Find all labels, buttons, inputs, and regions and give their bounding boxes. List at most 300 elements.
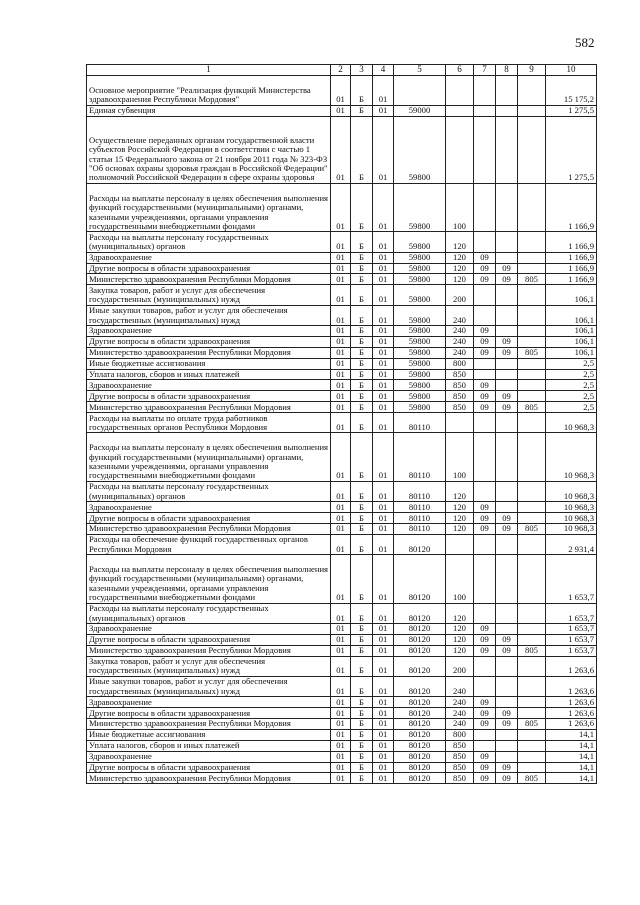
amount-cell: 1 166,9 bbox=[546, 183, 597, 232]
amount-cell: 1 653,7 bbox=[546, 555, 597, 604]
subsection-cell: 09 bbox=[496, 718, 518, 729]
code-cell: Б bbox=[351, 623, 373, 634]
target-article-cell: 80120 bbox=[394, 762, 446, 773]
target-article-cell: 80110 bbox=[394, 481, 446, 501]
ministry-code-cell: 805 bbox=[518, 645, 546, 656]
code-cell: 01 bbox=[373, 263, 394, 274]
ministry-code-cell bbox=[518, 603, 546, 623]
section-cell bbox=[474, 656, 496, 676]
expense-type-cell: 240 bbox=[446, 697, 474, 708]
expense-type-cell: 800 bbox=[446, 358, 474, 369]
amount-cell: 106,1 bbox=[546, 347, 597, 358]
code-cell: 01 bbox=[331, 718, 351, 729]
code-cell: Б bbox=[351, 413, 373, 433]
expense-type-cell: 100 bbox=[446, 433, 474, 482]
expense-type-cell: 850 bbox=[446, 751, 474, 762]
section-cell: 09 bbox=[474, 634, 496, 645]
code-cell: 01 bbox=[331, 105, 351, 116]
code-cell: 01 bbox=[331, 232, 351, 252]
code-cell: 01 bbox=[331, 183, 351, 232]
expense-type-cell: 240 bbox=[446, 325, 474, 336]
row-name-cell: Расходы на выплаты персоналу государственных (муниципальных) органов bbox=[87, 603, 331, 623]
row-name-cell: Расходы на выплаты персоналу государственных (муниципальных) органов bbox=[87, 232, 331, 252]
subsection-cell: 09 bbox=[496, 263, 518, 274]
code-cell: Б bbox=[351, 402, 373, 413]
code-cell: 01 bbox=[373, 347, 394, 358]
header-cell: 7 bbox=[474, 65, 496, 76]
code-cell: 01 bbox=[373, 762, 394, 773]
code-cell: Б bbox=[351, 391, 373, 402]
code-cell: 01 bbox=[373, 656, 394, 676]
code-cell: 01 bbox=[331, 740, 351, 751]
target-article-cell: 59800 bbox=[394, 285, 446, 305]
table-row bbox=[87, 729, 597, 740]
code-cell: Б bbox=[351, 718, 373, 729]
table-row bbox=[87, 773, 597, 784]
amount-cell: 1 263,6 bbox=[546, 676, 597, 696]
code-cell: 01 bbox=[373, 358, 394, 369]
target-article-cell: 59800 bbox=[394, 358, 446, 369]
section-cell: 09 bbox=[474, 347, 496, 358]
code-cell: Б bbox=[351, 534, 373, 554]
code-cell: Б bbox=[351, 369, 373, 380]
subsection-cell: 09 bbox=[496, 402, 518, 413]
subsection-cell: 09 bbox=[496, 513, 518, 524]
section-cell: 09 bbox=[474, 697, 496, 708]
subsection-cell: 09 bbox=[496, 336, 518, 347]
code-cell: 01 bbox=[373, 105, 394, 116]
amount-cell: 14,1 bbox=[546, 762, 597, 773]
amount-cell: 106,1 bbox=[546, 325, 597, 336]
table-row bbox=[87, 325, 597, 336]
code-cell: Б bbox=[351, 274, 373, 285]
expense-type-cell: 120 bbox=[446, 252, 474, 263]
amount-cell: 1 653,7 bbox=[546, 603, 597, 623]
target-article-cell: 80120 bbox=[394, 623, 446, 634]
expense-type-cell: 240 bbox=[446, 305, 474, 325]
target-article-cell: 80110 bbox=[394, 502, 446, 513]
subsection-cell: 09 bbox=[496, 762, 518, 773]
section-cell bbox=[474, 603, 496, 623]
subsection-cell: 09 bbox=[496, 347, 518, 358]
header-cell: 8 bbox=[496, 65, 518, 76]
expense-type-cell: 850 bbox=[446, 369, 474, 380]
header-cell: 1 bbox=[87, 65, 331, 76]
code-cell: 01 bbox=[373, 305, 394, 325]
amount-cell: 14,1 bbox=[546, 751, 597, 762]
code-cell: 01 bbox=[373, 502, 394, 513]
ministry-code-cell bbox=[518, 751, 546, 762]
ministry-code-cell bbox=[518, 369, 546, 380]
table-row bbox=[87, 502, 597, 513]
code-cell: 01 bbox=[373, 718, 394, 729]
code-cell: Б bbox=[351, 502, 373, 513]
ministry-code-cell bbox=[518, 502, 546, 513]
code-cell: 01 bbox=[373, 773, 394, 784]
row-name-cell: Другие вопросы в области здравоохранения bbox=[87, 263, 331, 274]
code-cell: 01 bbox=[373, 183, 394, 232]
row-name-cell: Иные бюджетные ассигнования bbox=[87, 358, 331, 369]
amount-cell: 1 166,9 bbox=[546, 232, 597, 252]
subsection-cell bbox=[496, 252, 518, 263]
subsection-cell bbox=[496, 623, 518, 634]
subsection-cell bbox=[496, 232, 518, 252]
target-article-cell: 80120 bbox=[394, 555, 446, 604]
code-cell: 01 bbox=[331, 380, 351, 391]
row-name-cell: Здравоохранение bbox=[87, 502, 331, 513]
code-cell: 01 bbox=[373, 740, 394, 751]
code-cell: 01 bbox=[373, 708, 394, 719]
code-cell: 01 bbox=[331, 773, 351, 784]
ministry-code-cell bbox=[518, 762, 546, 773]
amount-cell: 1 166,9 bbox=[546, 274, 597, 285]
code-cell: Б bbox=[351, 603, 373, 623]
code-cell: 01 bbox=[373, 285, 394, 305]
row-name-cell: Министерство здравоохранения Республики Мордовия bbox=[87, 773, 331, 784]
section-cell: 09 bbox=[474, 325, 496, 336]
subsection-cell bbox=[496, 183, 518, 232]
ministry-code-cell bbox=[518, 708, 546, 719]
code-cell: Б bbox=[351, 116, 373, 183]
section-cell bbox=[474, 481, 496, 501]
subsection-cell bbox=[496, 305, 518, 325]
code-cell: 01 bbox=[331, 697, 351, 708]
expense-type-cell: 850 bbox=[446, 762, 474, 773]
table-row bbox=[87, 697, 597, 708]
row-name-cell: Министерство здравоохранения Республики Мордовия bbox=[87, 274, 331, 285]
table-row bbox=[87, 513, 597, 524]
target-article-cell: 59800 bbox=[394, 325, 446, 336]
page-number: 582 bbox=[575, 35, 595, 50]
subsection-cell bbox=[496, 534, 518, 554]
table-row bbox=[87, 183, 597, 232]
row-name-cell: Здравоохранение bbox=[87, 623, 331, 634]
section-cell bbox=[474, 358, 496, 369]
amount-cell: 1 263,6 bbox=[546, 708, 597, 719]
expense-type-cell: 100 bbox=[446, 555, 474, 604]
code-cell: 01 bbox=[331, 555, 351, 604]
section-cell bbox=[474, 305, 496, 325]
code-cell: 01 bbox=[331, 336, 351, 347]
code-cell: Б bbox=[351, 729, 373, 740]
amount-cell: 10 968,3 bbox=[546, 481, 597, 501]
row-name-cell: Расходы на выплаты персоналу в целях обеспечения выполнения функций государственными (муниципальными) органами, казенными учреждениями, органами управления государственными внебюджетными фондами bbox=[87, 555, 331, 604]
code-cell: Б bbox=[351, 773, 373, 784]
ministry-code-cell: 805 bbox=[518, 347, 546, 358]
target-article-cell: 80120 bbox=[394, 676, 446, 696]
code-cell: 01 bbox=[373, 76, 394, 106]
ministry-code-cell bbox=[518, 183, 546, 232]
table-row bbox=[87, 740, 597, 751]
target-article-cell: 80120 bbox=[394, 656, 446, 676]
target-article-cell: 80110 bbox=[394, 523, 446, 534]
target-article-cell: 80120 bbox=[394, 534, 446, 554]
row-name-cell: Иные закупки товаров, работ и услуг для обеспечения государственных (муниципальных) нужд bbox=[87, 305, 331, 325]
amount-cell: 10 968,3 bbox=[546, 523, 597, 534]
code-cell: 01 bbox=[373, 369, 394, 380]
subsection-cell bbox=[496, 502, 518, 513]
table-row bbox=[87, 676, 597, 696]
target-article-cell: 80110 bbox=[394, 433, 446, 482]
table-row bbox=[87, 232, 597, 252]
target-article-cell: 59800 bbox=[394, 336, 446, 347]
code-cell: 01 bbox=[373, 336, 394, 347]
target-article-cell: 80120 bbox=[394, 773, 446, 784]
target-article-cell: 80120 bbox=[394, 729, 446, 740]
section-cell bbox=[474, 433, 496, 482]
code-cell: 01 bbox=[331, 347, 351, 358]
table-row bbox=[87, 274, 597, 285]
subsection-cell bbox=[496, 105, 518, 116]
table-row bbox=[87, 336, 597, 347]
expense-type-cell: 850 bbox=[446, 391, 474, 402]
code-cell: 01 bbox=[373, 481, 394, 501]
ministry-code-cell bbox=[518, 729, 546, 740]
code-cell: 01 bbox=[373, 729, 394, 740]
table-row bbox=[87, 433, 597, 482]
ministry-code-cell: 805 bbox=[518, 773, 546, 784]
code-cell: 01 bbox=[331, 534, 351, 554]
target-article-cell: 59800 bbox=[394, 305, 446, 325]
section-cell bbox=[474, 369, 496, 380]
ministry-code-cell bbox=[518, 676, 546, 696]
row-name-cell: Министерство здравоохранения Республики Мордовия bbox=[87, 347, 331, 358]
table-row bbox=[87, 534, 597, 554]
table-row bbox=[87, 718, 597, 729]
row-name-cell: Основное мероприятие "Реализация функций Министерства здравоохранения Республики Мордовия" bbox=[87, 76, 331, 106]
code-cell: 01 bbox=[331, 634, 351, 645]
table-row bbox=[87, 523, 597, 534]
code-cell: Б bbox=[351, 676, 373, 696]
row-name-cell: Осуществление переданных органам государственной власти субъектов Российской Федерации в соответствии с частью 1 статьи 15 Федерального закона от 21 ноября 2011 года № 323-ФЗ "Об основах охраны здоровья граждан в Российской Федерации" полномочий Российской Федерации в сфере охраны здоровья bbox=[87, 116, 331, 183]
code-cell: 01 bbox=[331, 305, 351, 325]
code-cell: Б bbox=[351, 358, 373, 369]
expense-type-cell: 240 bbox=[446, 336, 474, 347]
ministry-code-cell bbox=[518, 481, 546, 501]
table-row bbox=[87, 252, 597, 263]
table-row bbox=[87, 263, 597, 274]
ministry-code-cell bbox=[518, 380, 546, 391]
code-cell: Б bbox=[351, 336, 373, 347]
table-row bbox=[87, 645, 597, 656]
target-article-cell: 59800 bbox=[394, 232, 446, 252]
ministry-code-cell bbox=[518, 116, 546, 183]
section-cell bbox=[474, 116, 496, 183]
ministry-code-cell bbox=[518, 325, 546, 336]
row-name-cell: Министерство здравоохранения Республики Мордовия bbox=[87, 523, 331, 534]
subsection-cell bbox=[496, 697, 518, 708]
code-cell: Б bbox=[351, 285, 373, 305]
section-cell: 09 bbox=[474, 380, 496, 391]
table-row bbox=[87, 305, 597, 325]
target-article-cell: 59800 bbox=[394, 274, 446, 285]
section-cell bbox=[474, 555, 496, 604]
code-cell: 01 bbox=[331, 751, 351, 762]
amount-cell: 14,1 bbox=[546, 773, 597, 784]
amount-cell: 106,1 bbox=[546, 336, 597, 347]
expense-type-cell: 200 bbox=[446, 656, 474, 676]
expense-type-cell: 120 bbox=[446, 263, 474, 274]
row-name-cell: Другие вопросы в области здравоохранения bbox=[87, 336, 331, 347]
code-cell: 01 bbox=[373, 232, 394, 252]
ministry-code-cell bbox=[518, 76, 546, 106]
section-cell: 09 bbox=[474, 402, 496, 413]
code-cell: 01 bbox=[331, 116, 351, 183]
code-cell: 01 bbox=[331, 252, 351, 263]
table-row bbox=[87, 481, 597, 501]
subsection-cell bbox=[496, 433, 518, 482]
section-cell bbox=[474, 105, 496, 116]
row-name-cell: Здравоохранение bbox=[87, 697, 331, 708]
expense-type-cell: 120 bbox=[446, 502, 474, 513]
table-row bbox=[87, 391, 597, 402]
code-cell: 01 bbox=[373, 325, 394, 336]
target-article-cell: 80110 bbox=[394, 513, 446, 524]
amount-cell: 1 275,5 bbox=[546, 105, 597, 116]
subsection-cell bbox=[496, 481, 518, 501]
header-cell: 10 bbox=[546, 65, 597, 76]
ministry-code-cell bbox=[518, 697, 546, 708]
section-cell: 09 bbox=[474, 274, 496, 285]
expense-type-cell: 850 bbox=[446, 402, 474, 413]
row-name-cell: Министерство здравоохранения Республики Мордовия bbox=[87, 402, 331, 413]
expense-type-cell: 120 bbox=[446, 645, 474, 656]
target-article-cell: 59800 bbox=[394, 263, 446, 274]
subsection-cell bbox=[496, 751, 518, 762]
table-row bbox=[87, 656, 597, 676]
subsection-cell: 09 bbox=[496, 391, 518, 402]
ministry-code-cell bbox=[518, 413, 546, 433]
code-cell: 01 bbox=[331, 603, 351, 623]
subsection-cell bbox=[496, 676, 518, 696]
amount-cell: 10 968,3 bbox=[546, 502, 597, 513]
section-cell: 09 bbox=[474, 502, 496, 513]
table-row bbox=[87, 623, 597, 634]
ministry-code-cell bbox=[518, 534, 546, 554]
ministry-code-cell bbox=[518, 656, 546, 676]
row-name-cell: Расходы на выплаты персоналу в целях обеспечения выполнения функций государственными (муниципальными) органами, казенными учреждениями, органами управления государственными внебюджетными фондами bbox=[87, 183, 331, 232]
expense-type-cell bbox=[446, 105, 474, 116]
amount-cell: 2,5 bbox=[546, 358, 597, 369]
code-cell: Б bbox=[351, 513, 373, 524]
code-cell: 01 bbox=[373, 413, 394, 433]
code-cell: Б bbox=[351, 697, 373, 708]
code-cell: Б bbox=[351, 183, 373, 232]
expense-type-cell: 120 bbox=[446, 481, 474, 501]
header-cell: 3 bbox=[351, 65, 373, 76]
row-name-cell: Министерство здравоохранения Республики Мордовия bbox=[87, 718, 331, 729]
row-name-cell: Расходы на обеспечение функций государственных органов Республики Мордовия bbox=[87, 534, 331, 554]
header-cell: 9 bbox=[518, 65, 546, 76]
ministry-code-cell bbox=[518, 634, 546, 645]
amount-cell: 1 166,9 bbox=[546, 263, 597, 274]
table-row bbox=[87, 285, 597, 305]
code-cell: 01 bbox=[373, 634, 394, 645]
code-cell: Б bbox=[351, 481, 373, 501]
section-cell bbox=[474, 729, 496, 740]
row-name-cell: Здравоохранение bbox=[87, 325, 331, 336]
row-name-cell: Другие вопросы в области здравоохранения bbox=[87, 513, 331, 524]
expense-type-cell: 120 bbox=[446, 274, 474, 285]
code-cell: 01 bbox=[373, 697, 394, 708]
target-article-cell: 59800 bbox=[394, 391, 446, 402]
amount-cell: 1 166,9 bbox=[546, 252, 597, 263]
amount-cell: 2,5 bbox=[546, 402, 597, 413]
subsection-cell: 09 bbox=[496, 523, 518, 534]
code-cell: 01 bbox=[331, 762, 351, 773]
subsection-cell bbox=[496, 729, 518, 740]
row-name-cell: Закупка товаров, работ и услуг для обеспечения государственных (муниципальных) нужд bbox=[87, 656, 331, 676]
expense-type-cell bbox=[446, 413, 474, 433]
code-cell: Б bbox=[351, 305, 373, 325]
target-article-cell: 80120 bbox=[394, 645, 446, 656]
section-cell: 09 bbox=[474, 623, 496, 634]
row-name-cell: Министерство здравоохранения Республики Мордовия bbox=[87, 645, 331, 656]
expense-type-cell: 120 bbox=[446, 523, 474, 534]
target-article-cell bbox=[394, 76, 446, 106]
expense-type-cell bbox=[446, 116, 474, 183]
amount-cell: 106,1 bbox=[546, 285, 597, 305]
ministry-code-cell bbox=[518, 252, 546, 263]
code-cell: 01 bbox=[331, 402, 351, 413]
ministry-code-cell bbox=[518, 623, 546, 634]
row-name-cell: Расходы на выплаты персоналу государственных (муниципальных) органов bbox=[87, 481, 331, 501]
section-cell: 09 bbox=[474, 645, 496, 656]
expense-type-cell: 240 bbox=[446, 676, 474, 696]
code-cell: 01 bbox=[331, 358, 351, 369]
code-cell: Б bbox=[351, 751, 373, 762]
row-name-cell: Здравоохранение bbox=[87, 252, 331, 263]
row-name-cell: Здравоохранение bbox=[87, 380, 331, 391]
section-cell bbox=[474, 183, 496, 232]
code-cell: Б bbox=[351, 263, 373, 274]
code-cell: 01 bbox=[373, 380, 394, 391]
amount-cell: 2,5 bbox=[546, 369, 597, 380]
code-cell: 01 bbox=[373, 623, 394, 634]
expense-type-cell: 240 bbox=[446, 347, 474, 358]
code-cell: 01 bbox=[331, 523, 351, 534]
target-article-cell: 59800 bbox=[394, 369, 446, 380]
table-row bbox=[87, 708, 597, 719]
amount-cell: 10 968,3 bbox=[546, 433, 597, 482]
code-cell: 01 bbox=[373, 252, 394, 263]
subsection-cell: 09 bbox=[496, 634, 518, 645]
code-cell: 01 bbox=[373, 433, 394, 482]
code-cell: 01 bbox=[331, 369, 351, 380]
code-cell: 01 bbox=[373, 534, 394, 554]
amount-cell: 1 653,7 bbox=[546, 623, 597, 634]
ministry-code-cell bbox=[518, 263, 546, 274]
ministry-code-cell: 805 bbox=[518, 402, 546, 413]
expense-type-cell: 120 bbox=[446, 634, 474, 645]
section-cell: 09 bbox=[474, 718, 496, 729]
table-body bbox=[87, 76, 597, 784]
ministry-code-cell bbox=[518, 305, 546, 325]
ministry-code-cell bbox=[518, 285, 546, 305]
section-cell bbox=[474, 534, 496, 554]
ministry-code-cell bbox=[518, 555, 546, 604]
subsection-cell bbox=[496, 740, 518, 751]
ministry-code-cell bbox=[518, 358, 546, 369]
code-cell: 01 bbox=[373, 523, 394, 534]
table-row bbox=[87, 402, 597, 413]
code-cell: 01 bbox=[331, 502, 351, 513]
code-cell: Б bbox=[351, 708, 373, 719]
section-cell: 09 bbox=[474, 523, 496, 534]
target-article-cell: 59800 bbox=[394, 116, 446, 183]
table-row bbox=[87, 105, 597, 116]
expense-type-cell bbox=[446, 76, 474, 106]
